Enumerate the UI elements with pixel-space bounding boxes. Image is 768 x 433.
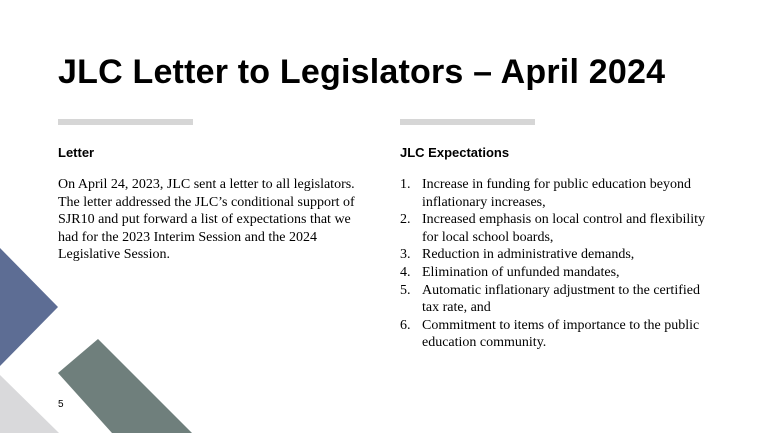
- list-item: [400, 176, 720, 211]
- list-item-text: Elimination of unfunded mandates,: [422, 264, 620, 280]
- list-item-text: Increase in funding for public education beyond inflationary increases,: [422, 177, 692, 210]
- list-item-number: 2.: [400, 212, 411, 228]
- list-item-number: 4.: [400, 264, 411, 280]
- green-band-shape: [58, 339, 192, 433]
- list-item-text: Increased emphasis on local control and flexibility for local school boards,: [422, 212, 706, 245]
- letter-body: On April 24, 2023, JLC sent a letter to all legislators. The letter addressed the JLC’s conditional support of SJR10 and put forward a list of expectations that we had for the 2023 Interim Session and the 2024 Legislative Session.: [58, 177, 355, 263]
- left-divider: [58, 119, 193, 125]
- list-item-text: Commitment to items of importance to the public education community.: [422, 317, 700, 351]
- right-divider: [400, 119, 535, 125]
- list-item-text: Reduction in administrative demands,: [422, 247, 635, 263]
- list-item-number: 3.: [400, 247, 411, 263]
- slide-title: JLC Letter to Legislators – April 2024: [58, 53, 666, 91]
- list-item-text: Automatic inflationary adjustment to the certified tax rate, and: [422, 282, 700, 316]
- list-item: [400, 317, 720, 352]
- list-item: [400, 282, 720, 317]
- gray-triangle-shape: [0, 375, 59, 433]
- list-item: [400, 211, 720, 246]
- letter-heading: Letter: [58, 145, 95, 160]
- blue-diamond-shape: [0, 248, 58, 366]
- list-item-number: 6.: [400, 317, 411, 333]
- list-item-number: 1.: [400, 177, 411, 192]
- list-item: [400, 246, 720, 264]
- list-item-number: 5.: [400, 282, 411, 298]
- expectations-heading: JLC Expectations: [400, 145, 510, 160]
- expectations-list: [400, 176, 720, 352]
- page-number: 5: [58, 399, 64, 410]
- list-item: [400, 264, 720, 282]
